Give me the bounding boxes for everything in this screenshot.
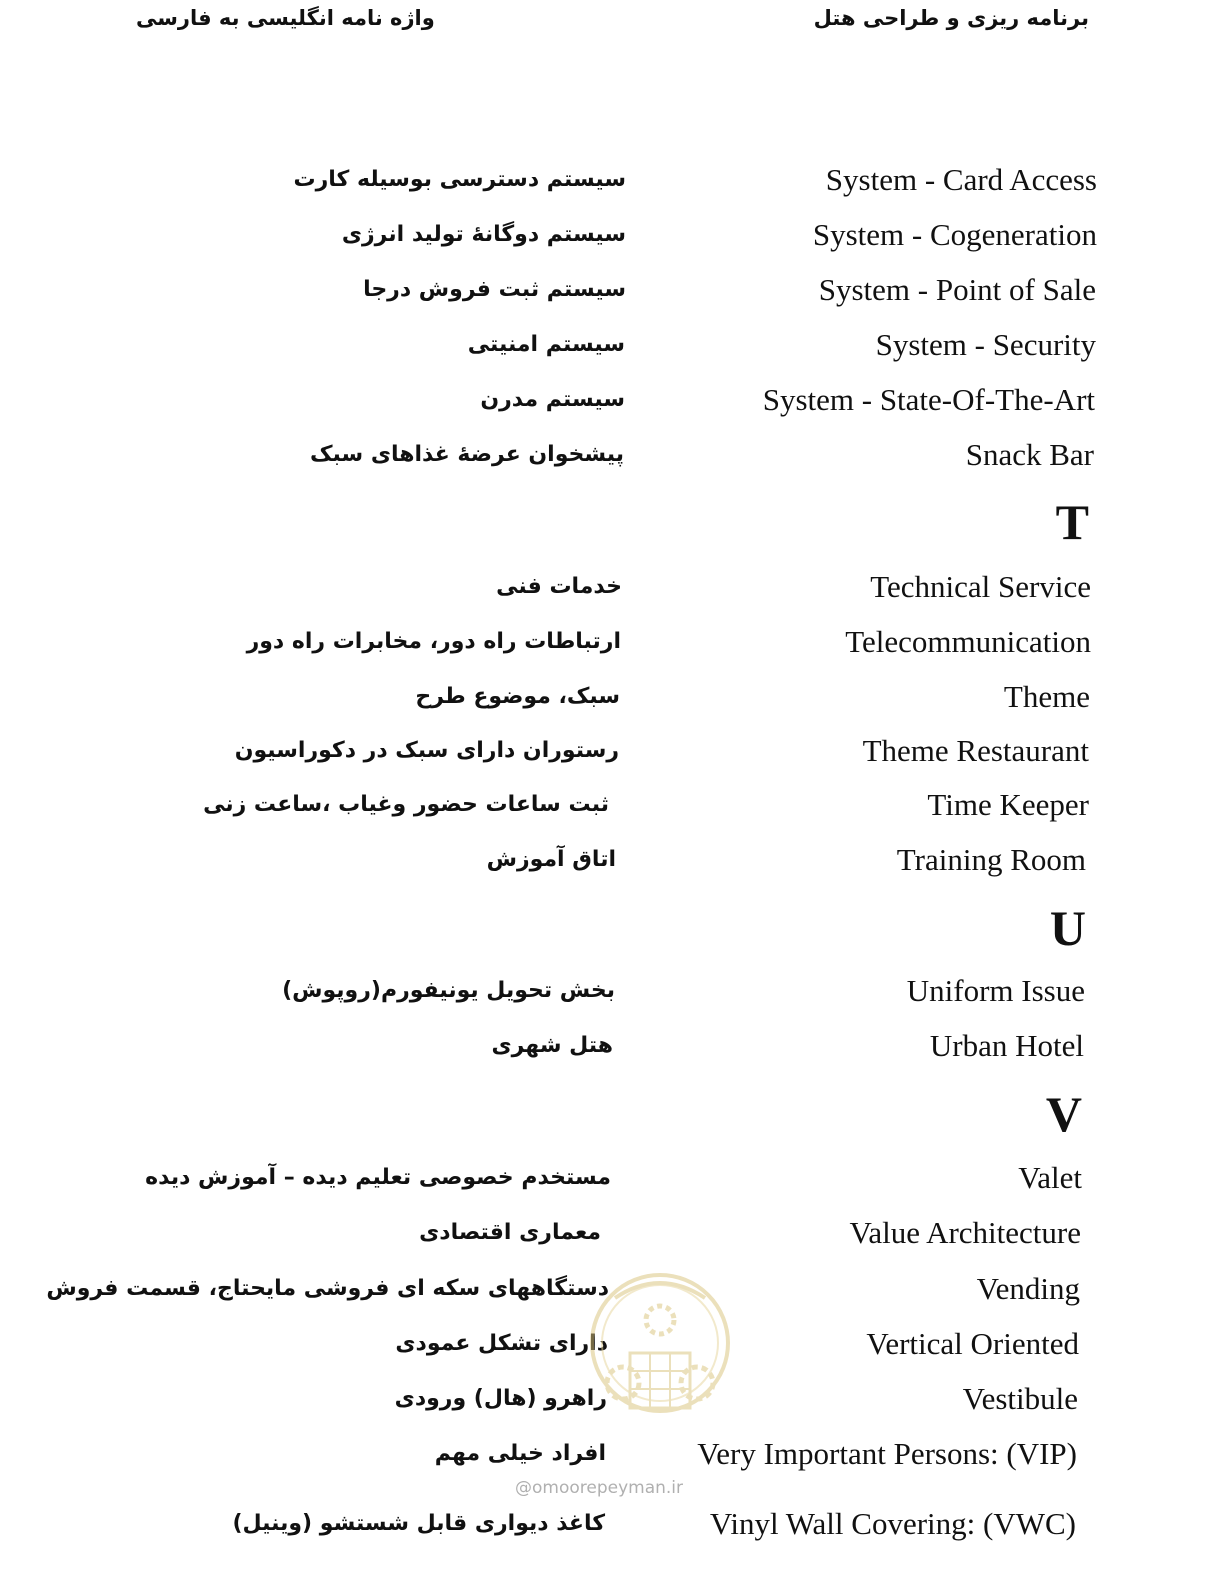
glossary-entry [0, 971, 1229, 1011]
english-term: Very Important Persons: (VIP) [697, 1436, 1077, 1471]
persian-term: سیستم دسترسی بوسیله کارت [293, 167, 626, 192]
persian-term: کاغذ دیواری قابل شستشو (وینیل) [232, 1511, 605, 1536]
glossary-entry [0, 1434, 1229, 1474]
persian-term: سیستم مدرن [480, 387, 625, 412]
glossary-entry [0, 270, 1229, 310]
watermark-url: @omoorepeyman.ir [515, 1478, 684, 1498]
english-term: Time Keeper [927, 787, 1089, 822]
glossary-entry [0, 160, 1229, 200]
glossary-entry [0, 1269, 1229, 1309]
glossary-entry [0, 1379, 1229, 1419]
persian-term: هتل شهری [491, 1033, 613, 1058]
glossary-entry [0, 1026, 1229, 1066]
english-term: Value Architecture [849, 1215, 1081, 1250]
english-term: System - State-Of-The-Art [762, 382, 1095, 417]
glossary-entry [0, 840, 1229, 880]
english-term: System - Point of Sale [818, 272, 1096, 307]
persian-term: مستخدم خصوصی تعلیم دیده – آموزش دیده [145, 1165, 611, 1190]
persian-term: دارای تشکل عمودی [395, 1331, 608, 1356]
english-term: Theme [1003, 679, 1090, 714]
glossary-entry [0, 567, 1229, 607]
english-term: Valet [1018, 1160, 1082, 1195]
english-term: Telecommunication [845, 624, 1091, 659]
english-term: Vestibule [962, 1381, 1078, 1416]
persian-term: معماری اقتصادی [419, 1220, 601, 1245]
section-letter-v: V [1045, 1086, 1082, 1142]
persian-term: اتاق آموزش [486, 847, 616, 872]
persian-term: سیستم دوگانهٔ تولید انرژی [341, 222, 626, 247]
persian-term: ارتباطات راه دور، مخابرات راه دور [246, 629, 621, 654]
english-term: Snack Bar [965, 437, 1094, 472]
english-term: Technical Service [870, 569, 1091, 604]
glossary-entry [0, 215, 1229, 255]
persian-term: راهرو (هال) ورودی [394, 1386, 607, 1411]
english-term: Urban Hotel [929, 1028, 1084, 1063]
english-term: Vertical Oriented [866, 1326, 1079, 1361]
running-header-section-title: واژه نامه انگلیسی به فارسی [136, 6, 435, 30]
glossary-entry [0, 785, 1229, 825]
glossary-entry [0, 435, 1229, 475]
glossary-entry [0, 1504, 1229, 1544]
persian-term: بخش تحویل یونیفورم(روپوش) [282, 978, 615, 1003]
english-term: Theme Restaurant [862, 733, 1089, 768]
section-letter-t: T [1055, 494, 1089, 550]
glossary-entry [0, 325, 1229, 365]
persian-term: دستگاههای سکه ای فروشی مایحتاج، قسمت فروش [46, 1276, 609, 1301]
persian-term: خدمات فنی [496, 574, 622, 599]
english-term: Vinyl Wall Covering: (VWC) [709, 1506, 1076, 1541]
persian-term: پیشخوان عرضهٔ غذاهای سبک [310, 442, 624, 467]
glossary-entry [0, 1324, 1229, 1364]
glossary-entry [0, 1158, 1229, 1198]
english-term: Vending [976, 1271, 1080, 1306]
glossary-entry [0, 380, 1229, 420]
persian-term: سبک، موضوع طرح [415, 684, 620, 709]
persian-term: رستوران دارای سبک در دکوراسیون [234, 738, 619, 763]
persian-term: ثبت ساعات حضور وغیاب ،ساعت زنی [203, 792, 609, 817]
english-term: Training Room [896, 842, 1086, 877]
glossary-entry [0, 731, 1229, 771]
section-letter-u: U [1049, 900, 1086, 956]
english-term: System - Card Access [825, 162, 1097, 197]
persian-term: سیستم امنیتی [467, 332, 625, 357]
english-term: Uniform Issue [906, 973, 1085, 1008]
glossary-entry [0, 622, 1229, 662]
english-term: System - Security [875, 327, 1096, 362]
running-header-book-title: برنامه ریزی و طراحی هتل [813, 6, 1089, 30]
glossary-entry [0, 1213, 1229, 1253]
glossary-entry [0, 677, 1229, 717]
persian-term: سیستم ثبت فروش درجا [363, 277, 626, 302]
persian-term: افراد خیلی مهم [434, 1441, 606, 1466]
english-term: System - Cogeneration [812, 217, 1097, 252]
